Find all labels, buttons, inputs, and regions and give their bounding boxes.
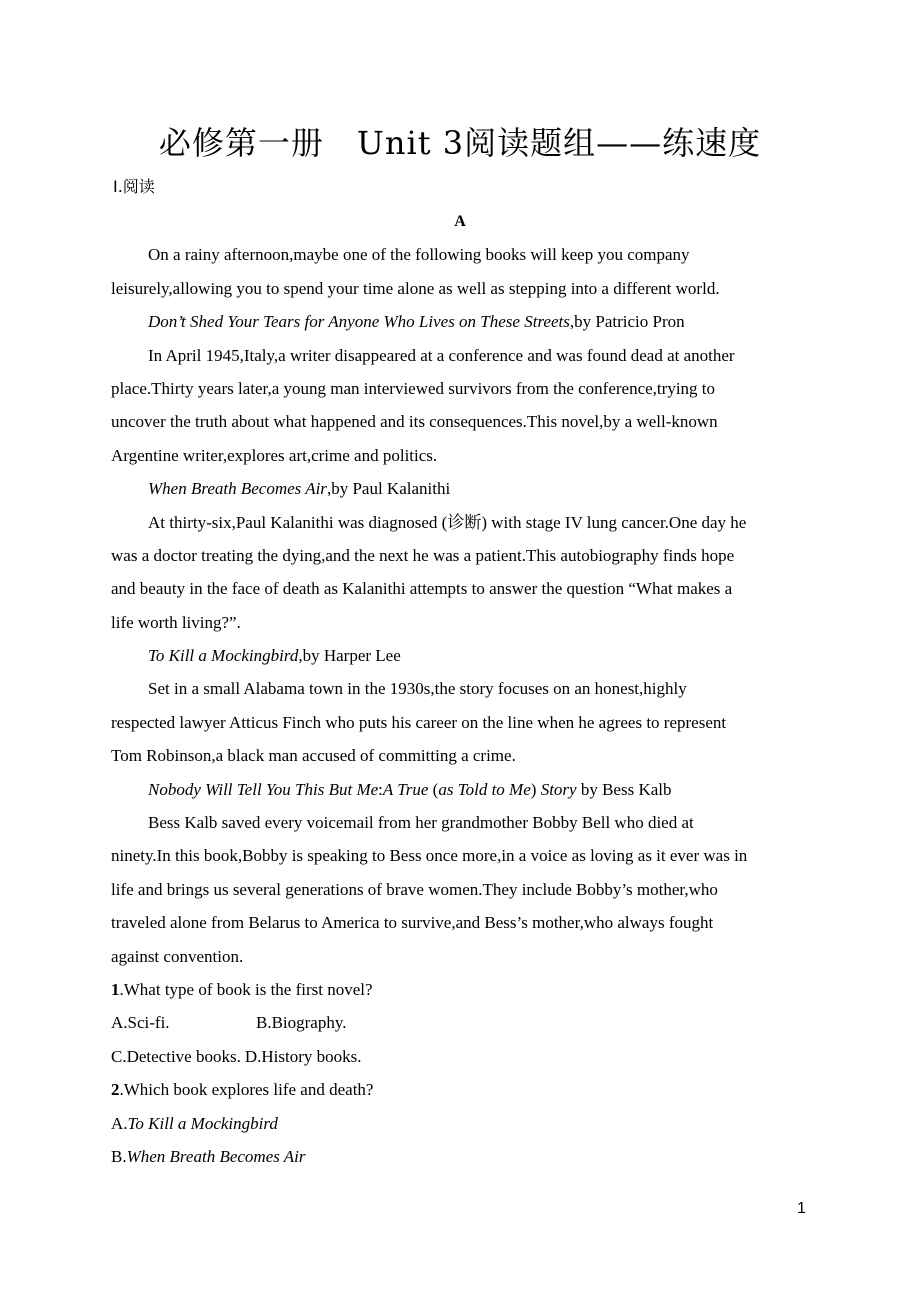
book3-line: Tom Robinson,a black man accused of committing a crime. — [111, 746, 516, 766]
book2-author: ,by Paul Kalanithi — [326, 479, 451, 499]
book4-line: life and brings us several generations of brave women.They include Bobby’s mother,who — [111, 879, 718, 899]
book3-author: ,by Harper Lee — [298, 646, 401, 666]
book4-title-part: Story — [540, 779, 577, 799]
book4-title-part: Nobody Will Tell You This But Me — [148, 779, 379, 799]
book3-line: Set in a small Alabama town in the 1930s,the story focuses on an honest,highly — [148, 679, 687, 699]
option-b: B.Biography. — [256, 1013, 347, 1033]
option-prefix: A. — [111, 1113, 128, 1133]
question-1 — [111, 973, 811, 1006]
page-title: 必修第一册 Unit 3阅读题组——练速度 — [158, 124, 762, 162]
option-text: When Breath Becomes Air — [126, 1146, 306, 1166]
option-c: C.Detective books. — [111, 1046, 241, 1066]
book4-line: Bess Kalb saved every voicemail from her grandmother Bobby Bell who died at — [148, 813, 694, 833]
book2-heading — [111, 472, 811, 505]
book1-title: Don’t Shed Your Tears for Anyone Who Lives on These Streets — [148, 312, 570, 332]
section-heading: Ⅰ.阅读 — [113, 177, 155, 196]
book4-paren: ( — [428, 779, 439, 799]
passage-label: A — [454, 213, 466, 230]
book3-line: respected lawyer Atticus Finch who puts his career on the line when he agrees to represent — [111, 712, 727, 732]
book4-line: ninety.In this book,Bobby is speaking to Bess once more,in a voice as loving as it ever was in — [111, 846, 748, 866]
intro-line: On a rainy afternoon,maybe one of the following books will keep you company — [148, 245, 690, 265]
page-number: 1 — [797, 1200, 806, 1217]
book2-line: life worth living?”. — [111, 612, 241, 632]
book2-line: was a doctor treating the dying,and the next he was a patient.This autobiography finds hope — [111, 545, 735, 565]
book4-line: traveled alone from Belarus to America to survive,and Bess’s mother,who always fought — [111, 913, 714, 933]
book1-heading — [111, 305, 811, 338]
passage — [111, 205, 811, 1173]
book4-author: by Bess Kalb — [576, 779, 672, 799]
book1-line: In April 1945,Italy,a writer disappeared at a conference and was found dead at another — [148, 345, 735, 365]
option-text: To Kill a Mockingbird — [127, 1113, 278, 1133]
options-row — [111, 1040, 811, 1073]
option-a: A.Sci-fi. — [111, 1013, 170, 1033]
book2-line: At thirty-six,Paul Kalanithi was diagnosed (诊断) with stage IV lung cancer.One day he — [148, 512, 747, 532]
question-text: .What type of book is the first novel? — [119, 979, 373, 999]
book4-colon: : — [378, 779, 383, 799]
question-2 — [111, 1073, 811, 1106]
book4-paren: ) — [530, 779, 541, 799]
option-a — [111, 1107, 811, 1140]
book2-line: and beauty in the face of death as Kalanithi attempts to answer the question “What makes a — [111, 579, 733, 599]
book1-line: Argentine writer,explores art,crime and politics. — [111, 445, 438, 465]
option-prefix: B. — [111, 1146, 127, 1166]
book4-heading — [111, 773, 811, 806]
book4-line: against convention. — [111, 946, 244, 966]
intro-line: leisurely,allowing you to spend your time alone as well as stepping into a different world. — [111, 278, 720, 298]
question-number: 2 — [111, 1080, 120, 1100]
book1-line: place.Thirty years later,a young man interviewed survivors from the conference,trying to — [111, 378, 716, 398]
book1-line: uncover the truth about what happened and its consequences.This novel,by a well-known — [111, 412, 718, 432]
option-b — [111, 1140, 811, 1173]
book2-title: When Breath Becomes Air — [148, 479, 327, 499]
option-d: D.History books. — [244, 1046, 362, 1066]
book3-heading — [111, 639, 811, 672]
book3-title: To Kill a Mockingbird — [148, 646, 299, 666]
book1-author: ,by Patricio Pron — [569, 312, 685, 332]
question-number: 1 — [111, 979, 120, 999]
options-row — [111, 1006, 811, 1039]
book4-title-part: as Told to Me — [438, 779, 531, 799]
book4-title-part: A True — [382, 779, 429, 799]
question-text: .Which book explores life and death? — [119, 1080, 374, 1100]
